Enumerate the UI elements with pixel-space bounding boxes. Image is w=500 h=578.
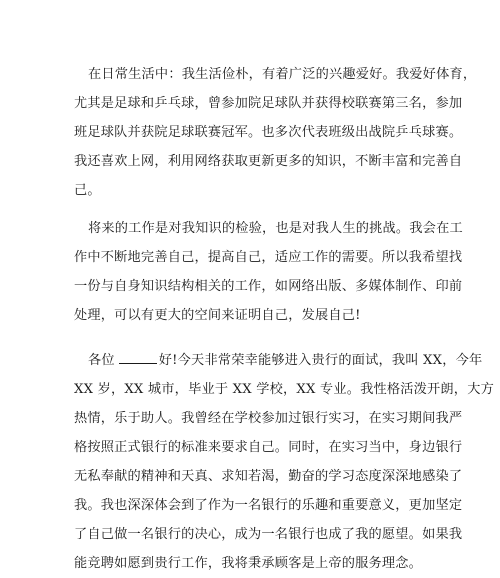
text-line: 将来的工作是对我知识的检验，也是对我人生的挑战。我会在工 [88, 221, 463, 236]
text-line: 尤其是足球和乒乓球，曾参加院足球队并获得校联赛第三名，参加 [74, 96, 463, 111]
paragraph-hobbies [74, 60, 477, 205]
text-line: 无私奉献的精神和天真、求知若渴，勤奋的学习态度深深地感染了 [74, 469, 463, 484]
paragraph-future-work [74, 214, 463, 330]
text-line: 在日常生活中：我生活俭朴，有着广泛的兴趣爱好。我爱好体育， [88, 67, 477, 82]
text-line: 格按照正式银行的标准来要求自己。同时，在实习当中，身边银行 [74, 440, 463, 455]
text-line-first [74, 346, 483, 375]
text-line: 我还喜欢上网，利用网络获取更新更多的知识，不断丰富和完善自 [74, 154, 463, 169]
text-line: 己。 [74, 183, 101, 198]
text-line: 班足球队并获院足球联赛冠军。也多次代表班级出战院乒乓球赛。 [74, 125, 463, 140]
greeting-prefix: 各位 [88, 353, 115, 368]
text-line: 我。我也深深体会到了作为一名银行的乐趣和重要意义，更加坚定 [74, 498, 463, 513]
text-line: 了自己做一名银行的决心，成为一名银行也成了我的愿望。如果我 [74, 527, 463, 542]
text-line: 热情，乐于助人。我曾经在学校参加过银行实习，在实习期间我严 [74, 411, 463, 426]
blank-underline [119, 351, 157, 364]
text-line: 作中不断地完善自己，提高自己，适应工作的需要。所以我希望找 [74, 250, 463, 265]
text-line: 处理，可以有更大的空间来证明自己，发展自己! [74, 308, 361, 323]
greeting-rest: 好!今天非常荣幸能够进入贵行的面试，我叫 XX，今年 [158, 353, 483, 368]
paragraph-self-introduction [74, 346, 494, 578]
text-line: 能竞聘如愿到贵行工作，我将秉承顾客是上帝的服务理念。 [74, 556, 423, 571]
text-line: XX 岁，XX 城市，毕业于 XX 学校，XX 专业。我性格活泼开朗，大方 [74, 382, 494, 397]
text-line: 一份与自身知识结构相关的工作，如网络出版、多媒体制作、印前 [74, 279, 463, 294]
